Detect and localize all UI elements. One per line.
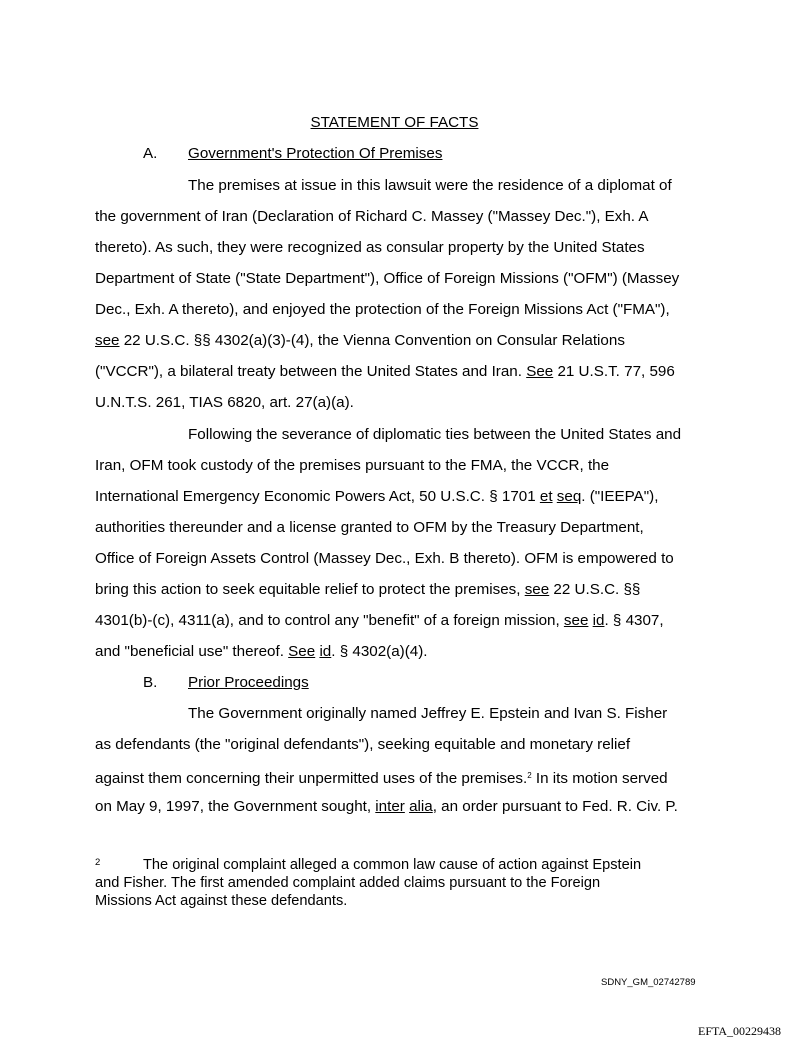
para2-line4: authorities thereunder and a license granted to OFM by the Treasury Department, <box>95 519 644 536</box>
inter-signal: inter <box>375 798 405 815</box>
para1-line2: the government of Iran (Declaration of Richard C. Massey ("Massey Dec."), Exh. A <box>95 208 649 225</box>
para1-line4: Department of State ("State Department"), Office of Foreign Missions ("OFM") (Massey <box>95 270 680 287</box>
para1-line6-text: 22 U.S.C. §§ 4302(a)(3)-(4), the Vienna Convention on Consular Relations <box>119 332 625 349</box>
para2-line1: Following the severance of diplomatic ties between the United States and <box>188 426 682 443</box>
see-signal: See <box>526 363 554 380</box>
footnote-line3: Missions Act against these defendants. <box>95 893 348 909</box>
bates-number: SDNY_GM_02742789 <box>601 977 696 988</box>
para2-line8-text-b: . § 4302(a)(4). <box>331 643 428 660</box>
seq-signal: seq <box>556 488 582 505</box>
et-signal: et <box>539 488 553 505</box>
para3-line3-text-b: In its motion served <box>531 770 668 787</box>
para3-line4-text-b: , an order pursuant to Fed. R. Civ. P. <box>432 798 678 815</box>
para2-line7-text-a: 4301(b)-(c), 4311(a), and to control any "benefit" of a foreign mission, <box>95 612 564 629</box>
para3-line2: as defendants (the "original defendants"), seeking equitable and monetary relief <box>95 736 631 753</box>
para2-line7-text-b: . § 4307, <box>604 612 664 629</box>
para2-line6-text-b: 22 U.S.C. §§ <box>549 581 641 598</box>
see-signal: see <box>524 581 550 598</box>
para3-line4 <box>95 798 678 816</box>
para2-line8-text-a: and "beneficial use" thereof. <box>95 643 289 660</box>
para2-line2: Iran, OFM took custody of the premises pursuant to the FMA, the VCCR, the <box>95 457 610 474</box>
para1-line3: thereto). As such, they were recognized as consular property by the United States <box>95 239 645 256</box>
section-b-letter: B. <box>143 674 158 691</box>
para2-line3-text-b: . ("IEEPA"), <box>581 488 659 505</box>
para1-line7-text-b: 21 U.S.T. 77, 596 <box>553 363 675 380</box>
footnote-marker: 2 <box>95 857 101 868</box>
para2-line3-text-a: International Emergency Economic Powers Act, 50 U.S.C. § 1701 <box>95 488 540 505</box>
para1-line5: Dec., Exh. A thereto), and enjoyed the protection of the Foreign Missions Act ("FMA"), <box>95 301 670 318</box>
para2-line3 <box>95 488 658 506</box>
para1-line1: The premises at issue in this lawsuit were the residence of a diplomat of <box>188 177 672 194</box>
id-signal: id <box>319 643 332 660</box>
efta-number: EFTA_00229438 <box>698 1024 782 1038</box>
para2-line5: Office of Foreign Assets Control (Massey Dec., Exh. B thereto). OFM is empowered to <box>95 550 674 567</box>
para2-line6 <box>95 581 640 599</box>
see-signal: see <box>95 332 120 349</box>
alia-signal: alia <box>409 798 433 815</box>
section-a-heading: Government's Protection Of Premises <box>188 145 443 162</box>
para2-line7 <box>95 612 664 630</box>
para3-line1: The Government originally named Jeffrey E. Epstein and Ivan S. Fisher <box>188 705 668 722</box>
footnote-line1: The original complaint alleged a common law cause of action against Epstein <box>143 857 642 873</box>
footnote-line2: and Fisher. The first amended complaint added claims pursuant to the Foreign <box>95 875 601 891</box>
para1-line7-text-a: ("VCCR"), a bilateral treaty between the United States and Iran. <box>95 363 527 380</box>
para1-line7 <box>95 363 675 381</box>
para1-line8: U.N.T.S. 261, TIAS 6820, art. 27(a)(a). <box>95 394 354 411</box>
section-a-letter: A. <box>143 145 158 162</box>
page-title: STATEMENT OF FACTS <box>310 114 479 131</box>
para2-line6-text-a: bring this action to seek equitable relief to protect the premises, <box>95 581 525 598</box>
para3-line3 <box>95 767 668 788</box>
para1-line6 <box>95 332 625 350</box>
see-signal: See <box>288 643 316 660</box>
see-signal: see <box>563 612 589 629</box>
section-b-heading: Prior Proceedings <box>188 674 309 691</box>
para3-line3-text-a: against them concerning their unpermitted uses of the premises. <box>95 770 528 787</box>
para3-line4-text-a: on May 9, 1997, the Government sought, <box>95 798 376 815</box>
footnote-ref: 2 <box>527 771 532 780</box>
id-signal: id <box>592 612 605 629</box>
para2-line8 <box>95 643 428 661</box>
